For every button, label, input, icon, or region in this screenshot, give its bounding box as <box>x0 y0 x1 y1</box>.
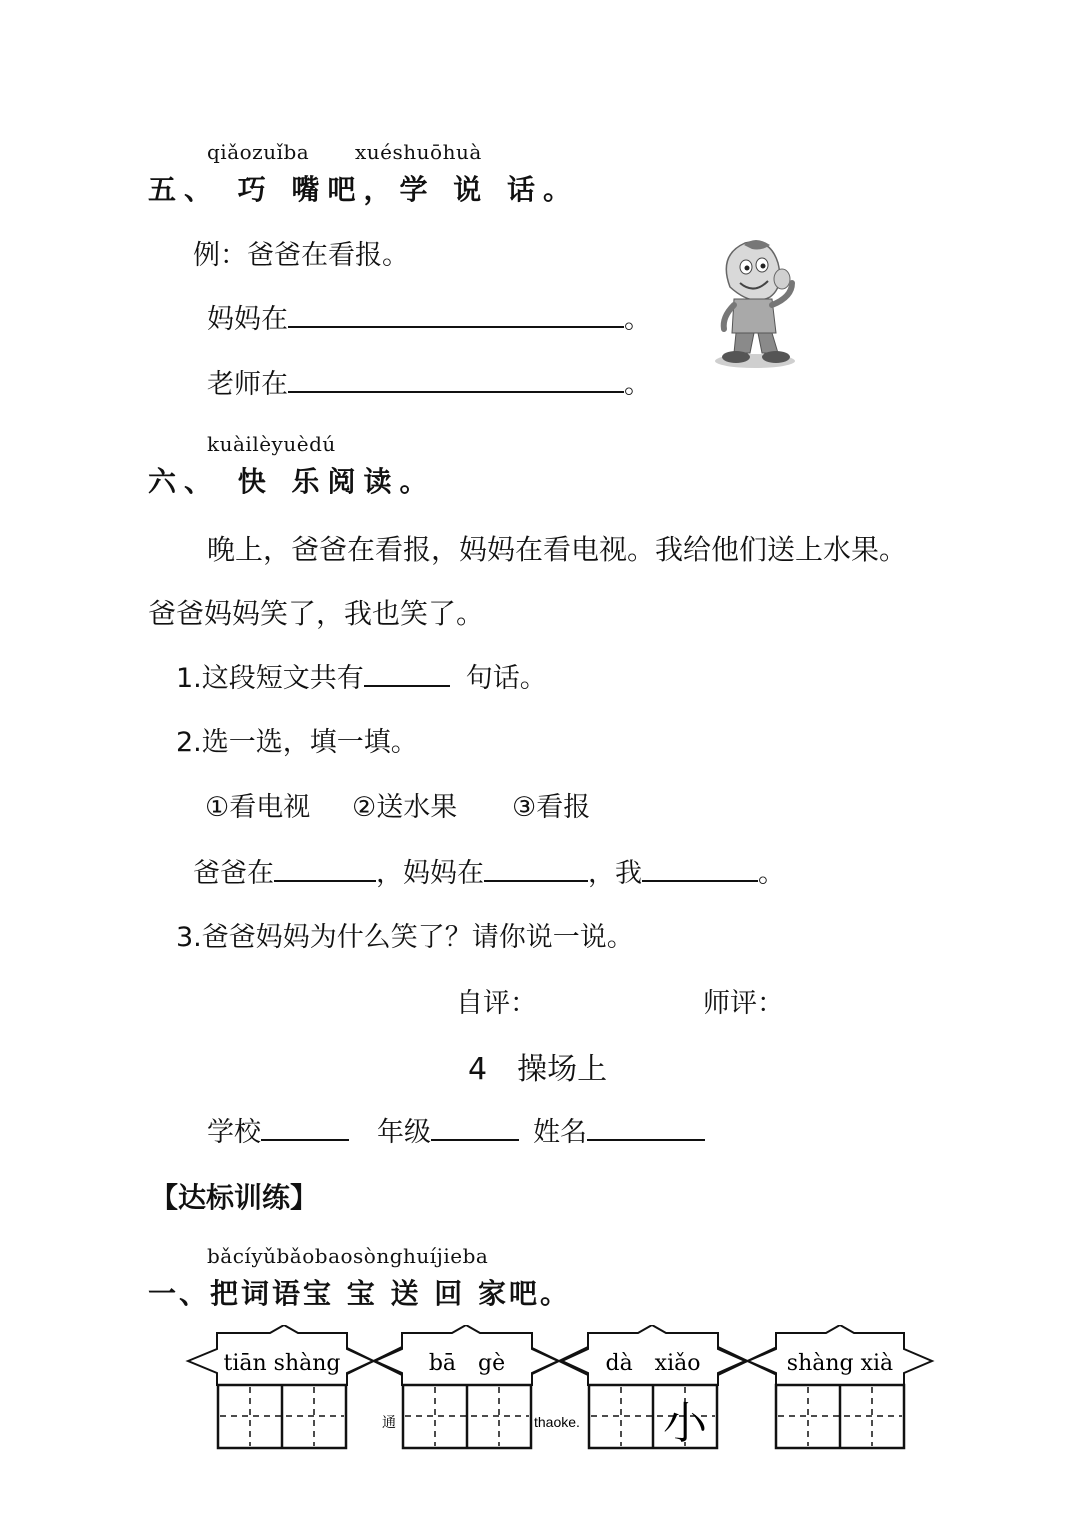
fill-line-laoshi <box>207 362 651 401</box>
option-1: ①看电视 <box>205 792 311 823</box>
teacher-eval-label: 师评： <box>703 988 784 1019</box>
answer-blank[interactable] <box>484 856 588 882</box>
lesson-title: 4 操场上 <box>468 1052 608 1087</box>
cartoon-boy-illustration <box>700 235 810 370</box>
grade-label: 年级 <box>377 1117 431 1148</box>
answer-blank[interactable] <box>642 856 758 882</box>
word-house-3 <box>562 1325 745 1449</box>
name-label: 姓名 <box>533 1117 587 1148</box>
school-blank[interactable] <box>261 1115 349 1141</box>
house-1-pinyin: tiān shàng <box>223 1351 341 1376</box>
answer-blank[interactable] <box>364 661 450 687</box>
house-4-pinyin: shàng xià <box>786 1351 894 1376</box>
answer-blank[interactable] <box>288 302 624 328</box>
training-heading: 【达标训练】 <box>150 1181 319 1214</box>
self-eval-label: 自评： <box>456 988 537 1019</box>
name-blank[interactable] <box>587 1115 705 1141</box>
fill-line-mama <box>207 297 651 336</box>
line-end: 。 <box>624 304 651 335</box>
fill-part-b: ，妈妈在 <box>376 858 484 889</box>
pinyin-kuaileyuedu: kuàilèyuèdú <box>207 432 336 456</box>
section1-heading: 一、把词语宝 宝 送 回 家吧。 <box>148 1277 571 1310</box>
student-info-line <box>207 1110 705 1149</box>
option-3: ③看报 <box>512 792 591 823</box>
watermark-left: 通 <box>382 1415 396 1431</box>
reading-paragraph-line2: 爸爸妈妈笑了，我也笑了。 <box>148 597 485 630</box>
house-3-char-2: 小 <box>663 1398 707 1449</box>
question-3: 3.爸爸妈妈为什么笑了？请你说一说。 <box>176 922 634 953</box>
word-house-4 <box>748 1325 932 1448</box>
question-1-suffix: 句话。 <box>465 663 547 694</box>
fill-end: 。 <box>758 858 785 889</box>
question-1-prefix: 1.这段短文共有 <box>176 663 364 694</box>
house-3-pinyin: dà xiǎo <box>605 1351 701 1376</box>
section6-heading: 六、 快 乐阅读。 <box>148 465 436 498</box>
fill-part-a: 爸爸在 <box>193 858 274 889</box>
question-1 <box>176 656 547 695</box>
option-2: ②送水果 <box>352 792 458 823</box>
fill-sentence <box>193 851 785 890</box>
reading-paragraph-line1: 晚上，爸爸在看报，妈妈在看电视。我给他们送上水果。 <box>207 533 908 566</box>
pinyin-xueshuohua: xuéshuōhuà <box>355 140 482 164</box>
line-prefix: 老师在 <box>207 369 288 400</box>
question-2: 2.选一选，填一填。 <box>176 727 418 758</box>
word-houses <box>180 1325 940 1455</box>
school-label: 学校 <box>207 1117 261 1148</box>
pinyin-baciyu: bǎcíyǔbǎobaosònghuíjieba <box>207 1244 489 1268</box>
grade-blank[interactable] <box>431 1115 519 1141</box>
fill-part-c: ，我 <box>588 858 642 889</box>
house-2-pinyin: bā gè <box>428 1351 506 1376</box>
word-house-1 <box>188 1325 373 1448</box>
answer-blank[interactable] <box>288 367 624 393</box>
watermark-right: thaoke. <box>534 1414 580 1430</box>
answer-blank[interactable] <box>274 856 376 882</box>
example-sentence: 例：爸爸在看报。 <box>193 240 409 271</box>
word-house-2 <box>375 1325 558 1448</box>
section5-heading: 五、 巧 嘴吧，学 说 话。 <box>148 173 579 206</box>
line-end: 。 <box>624 369 651 400</box>
line-prefix: 妈妈在 <box>207 304 288 335</box>
pinyin-qiaozuiba: qiǎozuǐba <box>207 140 310 164</box>
